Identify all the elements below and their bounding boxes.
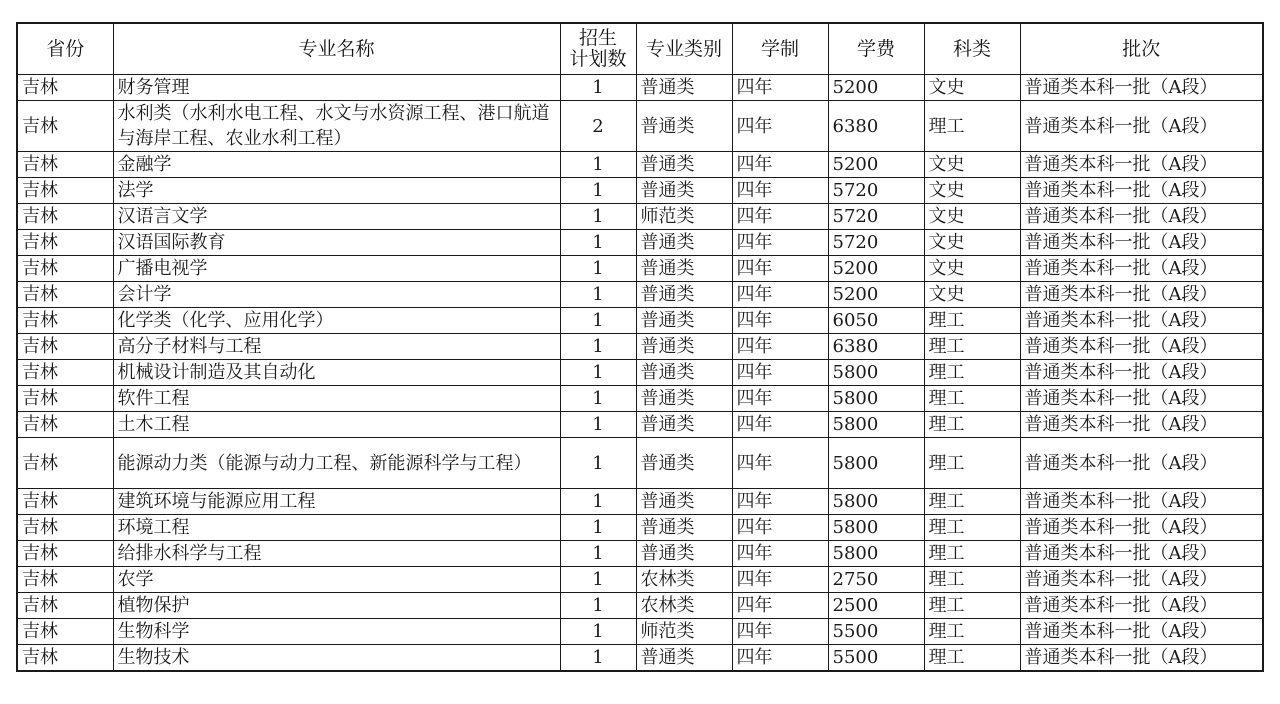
table-row bbox=[17, 515, 1263, 541]
cell-category: 农林类 bbox=[636, 567, 732, 593]
table-row bbox=[17, 152, 1263, 178]
cell-plan: 1 bbox=[560, 230, 636, 256]
table-row bbox=[17, 438, 1263, 489]
cell-batch: 普通类本科一批（A段） bbox=[1020, 541, 1263, 567]
table-row bbox=[17, 412, 1263, 438]
table-row bbox=[17, 489, 1263, 515]
cell-category: 普通类 bbox=[636, 438, 732, 489]
cell-batch: 普通类本科一批（A段） bbox=[1020, 619, 1263, 645]
cell-batch: 普通类本科一批（A段） bbox=[1020, 282, 1263, 308]
cell-subject: 文史 bbox=[924, 230, 1020, 256]
cell-batch: 普通类本科一批（A段） bbox=[1020, 152, 1263, 178]
cell-plan: 1 bbox=[560, 645, 636, 672]
header-row bbox=[17, 23, 1263, 75]
cell-fee: 5200 bbox=[828, 282, 924, 308]
cell-major: 软件工程 bbox=[113, 386, 560, 412]
header-plan-line1: 招生 bbox=[578, 27, 617, 49]
table-row bbox=[17, 101, 1263, 152]
cell-major: 生物技术 bbox=[113, 645, 560, 672]
cell-province: 吉林 bbox=[17, 438, 113, 489]
table-row bbox=[17, 334, 1263, 360]
cell-duration: 四年 bbox=[732, 75, 828, 101]
cell-province: 吉林 bbox=[17, 645, 113, 672]
cell-subject: 理工 bbox=[924, 515, 1020, 541]
cell-plan: 1 bbox=[560, 438, 636, 489]
cell-batch: 普通类本科一批（A段） bbox=[1020, 230, 1263, 256]
cell-fee: 5200 bbox=[828, 256, 924, 282]
cell-batch: 普通类本科一批（A段） bbox=[1020, 412, 1263, 438]
cell-subject: 理工 bbox=[924, 386, 1020, 412]
cell-batch: 普通类本科一批（A段） bbox=[1020, 360, 1263, 386]
cell-duration: 四年 bbox=[732, 360, 828, 386]
cell-plan: 1 bbox=[560, 178, 636, 204]
cell-major: 广播电视学 bbox=[113, 256, 560, 282]
cell-fee: 6380 bbox=[828, 334, 924, 360]
cell-major: 环境工程 bbox=[113, 515, 560, 541]
cell-batch: 普通类本科一批（A段） bbox=[1020, 204, 1263, 230]
cell-duration: 四年 bbox=[732, 567, 828, 593]
cell-category: 普通类 bbox=[636, 75, 732, 101]
cell-province: 吉林 bbox=[17, 308, 113, 334]
cell-subject: 文史 bbox=[924, 178, 1020, 204]
header-plan bbox=[560, 23, 636, 75]
table-row bbox=[17, 360, 1263, 386]
cell-plan: 2 bbox=[560, 101, 636, 152]
cell-major: 植物保护 bbox=[113, 593, 560, 619]
cell-plan: 1 bbox=[560, 541, 636, 567]
table-row bbox=[17, 230, 1263, 256]
cell-duration: 四年 bbox=[732, 282, 828, 308]
cell-batch: 普通类本科一批（A段） bbox=[1020, 515, 1263, 541]
cell-province: 吉林 bbox=[17, 412, 113, 438]
cell-province: 吉林 bbox=[17, 101, 113, 152]
table-row bbox=[17, 386, 1263, 412]
cell-major: 高分子材料与工程 bbox=[113, 334, 560, 360]
cell-duration: 四年 bbox=[732, 593, 828, 619]
cell-category: 普通类 bbox=[636, 515, 732, 541]
cell-province: 吉林 bbox=[17, 386, 113, 412]
cell-batch: 普通类本科一批（A段） bbox=[1020, 489, 1263, 515]
cell-subject: 理工 bbox=[924, 412, 1020, 438]
cell-duration: 四年 bbox=[732, 101, 828, 152]
cell-plan: 1 bbox=[560, 567, 636, 593]
cell-fee: 5800 bbox=[828, 438, 924, 489]
cell-batch: 普通类本科一批（A段） bbox=[1020, 567, 1263, 593]
cell-major: 机械设计制造及其自动化 bbox=[113, 360, 560, 386]
cell-fee: 5800 bbox=[828, 412, 924, 438]
cell-plan: 1 bbox=[560, 282, 636, 308]
cell-category: 普通类 bbox=[636, 152, 732, 178]
cell-category: 普通类 bbox=[636, 386, 732, 412]
cell-province: 吉林 bbox=[17, 541, 113, 567]
cell-subject: 理工 bbox=[924, 645, 1020, 672]
cell-duration: 四年 bbox=[732, 204, 828, 230]
cell-fee: 5720 bbox=[828, 230, 924, 256]
cell-major: 化学类（化学、应用化学） bbox=[113, 308, 560, 334]
cell-province: 吉林 bbox=[17, 489, 113, 515]
cell-duration: 四年 bbox=[732, 386, 828, 412]
cell-fee: 2750 bbox=[828, 567, 924, 593]
table-row bbox=[17, 645, 1263, 672]
cell-category: 师范类 bbox=[636, 619, 732, 645]
cell-duration: 四年 bbox=[732, 489, 828, 515]
cell-major: 汉语国际教育 bbox=[113, 230, 560, 256]
header-province: 省份 bbox=[17, 23, 113, 75]
cell-plan: 1 bbox=[560, 334, 636, 360]
cell-major: 能源动力类（能源与动力工程、新能源科学与工程） bbox=[113, 438, 560, 489]
cell-major: 汉语言文学 bbox=[113, 204, 560, 230]
cell-fee: 2500 bbox=[828, 593, 924, 619]
cell-plan: 1 bbox=[560, 593, 636, 619]
cell-fee: 5200 bbox=[828, 152, 924, 178]
cell-duration: 四年 bbox=[732, 256, 828, 282]
header-category: 专业类别 bbox=[636, 23, 732, 75]
cell-fee: 5720 bbox=[828, 178, 924, 204]
cell-plan: 1 bbox=[560, 204, 636, 230]
cell-province: 吉林 bbox=[17, 152, 113, 178]
admission-plan-table bbox=[16, 22, 1264, 672]
cell-province: 吉林 bbox=[17, 178, 113, 204]
cell-category: 普通类 bbox=[636, 541, 732, 567]
table-row bbox=[17, 567, 1263, 593]
cell-duration: 四年 bbox=[732, 178, 828, 204]
table-row bbox=[17, 178, 1263, 204]
cell-category: 普通类 bbox=[636, 489, 732, 515]
cell-fee: 5800 bbox=[828, 515, 924, 541]
cell-plan: 1 bbox=[560, 75, 636, 101]
cell-category: 师范类 bbox=[636, 204, 732, 230]
cell-major: 金融学 bbox=[113, 152, 560, 178]
cell-category: 普通类 bbox=[636, 230, 732, 256]
cell-subject: 理工 bbox=[924, 101, 1020, 152]
cell-duration: 四年 bbox=[732, 438, 828, 489]
cell-major: 财务管理 bbox=[113, 75, 560, 101]
cell-category: 普通类 bbox=[636, 360, 732, 386]
cell-duration: 四年 bbox=[732, 334, 828, 360]
cell-plan: 1 bbox=[560, 360, 636, 386]
table-row bbox=[17, 308, 1263, 334]
cell-plan: 1 bbox=[560, 619, 636, 645]
cell-duration: 四年 bbox=[732, 412, 828, 438]
cell-category: 普通类 bbox=[636, 334, 732, 360]
cell-plan: 1 bbox=[560, 152, 636, 178]
cell-category: 普通类 bbox=[636, 178, 732, 204]
cell-duration: 四年 bbox=[732, 619, 828, 645]
cell-major: 水利类（水利水电工程、水文与水资源工程、港口航道与海岸工程、农业水利工程） bbox=[113, 101, 560, 152]
cell-major: 法学 bbox=[113, 178, 560, 204]
cell-major: 土木工程 bbox=[113, 412, 560, 438]
cell-duration: 四年 bbox=[732, 308, 828, 334]
table-row bbox=[17, 282, 1263, 308]
cell-batch: 普通类本科一批（A段） bbox=[1020, 256, 1263, 282]
cell-fee: 5800 bbox=[828, 489, 924, 515]
cell-batch: 普通类本科一批（A段） bbox=[1020, 386, 1263, 412]
cell-subject: 文史 bbox=[924, 75, 1020, 101]
header-subject: 科类 bbox=[924, 23, 1020, 75]
table-row bbox=[17, 619, 1263, 645]
cell-subject: 文史 bbox=[924, 204, 1020, 230]
cell-plan: 1 bbox=[560, 489, 636, 515]
cell-province: 吉林 bbox=[17, 204, 113, 230]
table-row bbox=[17, 256, 1263, 282]
cell-plan: 1 bbox=[560, 386, 636, 412]
cell-batch: 普通类本科一批（A段） bbox=[1020, 308, 1263, 334]
cell-duration: 四年 bbox=[732, 645, 828, 672]
cell-subject: 理工 bbox=[924, 308, 1020, 334]
table-body bbox=[17, 75, 1263, 672]
cell-fee: 6380 bbox=[828, 101, 924, 152]
cell-major: 会计学 bbox=[113, 282, 560, 308]
cell-province: 吉林 bbox=[17, 619, 113, 645]
cell-batch: 普通类本科一批（A段） bbox=[1020, 101, 1263, 152]
cell-province: 吉林 bbox=[17, 515, 113, 541]
cell-province: 吉林 bbox=[17, 334, 113, 360]
cell-subject: 理工 bbox=[924, 334, 1020, 360]
cell-plan: 1 bbox=[560, 412, 636, 438]
cell-subject: 理工 bbox=[924, 593, 1020, 619]
cell-duration: 四年 bbox=[732, 515, 828, 541]
cell-subject: 理工 bbox=[924, 438, 1020, 489]
cell-subject: 文史 bbox=[924, 282, 1020, 308]
cell-subject: 理工 bbox=[924, 360, 1020, 386]
cell-plan: 1 bbox=[560, 308, 636, 334]
cell-subject: 文史 bbox=[924, 256, 1020, 282]
cell-batch: 普通类本科一批（A段） bbox=[1020, 645, 1263, 672]
cell-batch: 普通类本科一批（A段） bbox=[1020, 178, 1263, 204]
cell-province: 吉林 bbox=[17, 75, 113, 101]
cell-fee: 5200 bbox=[828, 75, 924, 101]
cell-category: 普通类 bbox=[636, 282, 732, 308]
cell-fee: 6050 bbox=[828, 308, 924, 334]
cell-duration: 四年 bbox=[732, 541, 828, 567]
cell-subject: 理工 bbox=[924, 489, 1020, 515]
cell-category: 农林类 bbox=[636, 593, 732, 619]
cell-subject: 理工 bbox=[924, 541, 1020, 567]
cell-major: 生物科学 bbox=[113, 619, 560, 645]
cell-fee: 5800 bbox=[828, 386, 924, 412]
cell-category: 普通类 bbox=[636, 101, 732, 152]
cell-batch: 普通类本科一批（A段） bbox=[1020, 438, 1263, 489]
cell-plan: 1 bbox=[560, 256, 636, 282]
table-row bbox=[17, 593, 1263, 619]
header-batch: 批次 bbox=[1020, 23, 1263, 75]
cell-province: 吉林 bbox=[17, 567, 113, 593]
cell-province: 吉林 bbox=[17, 230, 113, 256]
cell-major: 农学 bbox=[113, 567, 560, 593]
cell-fee: 5500 bbox=[828, 645, 924, 672]
cell-fee: 5800 bbox=[828, 541, 924, 567]
header-plan-line2: 计划数 bbox=[569, 48, 627, 70]
cell-fee: 5500 bbox=[828, 619, 924, 645]
cell-category: 普通类 bbox=[636, 256, 732, 282]
cell-province: 吉林 bbox=[17, 593, 113, 619]
header-duration: 学制 bbox=[732, 23, 828, 75]
cell-fee: 5720 bbox=[828, 204, 924, 230]
header-fee: 学费 bbox=[828, 23, 924, 75]
cell-subject: 文史 bbox=[924, 152, 1020, 178]
cell-subject: 理工 bbox=[924, 619, 1020, 645]
table-row bbox=[17, 541, 1263, 567]
cell-batch: 普通类本科一批（A段） bbox=[1020, 334, 1263, 360]
cell-category: 普通类 bbox=[636, 645, 732, 672]
cell-province: 吉林 bbox=[17, 360, 113, 386]
cell-province: 吉林 bbox=[17, 256, 113, 282]
cell-duration: 四年 bbox=[732, 230, 828, 256]
cell-category: 普通类 bbox=[636, 412, 732, 438]
cell-province: 吉林 bbox=[17, 282, 113, 308]
cell-fee: 5800 bbox=[828, 360, 924, 386]
table-row bbox=[17, 204, 1263, 230]
table-row bbox=[17, 75, 1263, 101]
cell-batch: 普通类本科一批（A段） bbox=[1020, 75, 1263, 101]
cell-duration: 四年 bbox=[732, 152, 828, 178]
cell-major: 给排水科学与工程 bbox=[113, 541, 560, 567]
cell-category: 普通类 bbox=[636, 308, 732, 334]
cell-plan: 1 bbox=[560, 515, 636, 541]
admission-plan-table-container bbox=[16, 22, 1262, 672]
header-major: 专业名称 bbox=[113, 23, 560, 75]
cell-subject: 理工 bbox=[924, 567, 1020, 593]
cell-batch: 普通类本科一批（A段） bbox=[1020, 593, 1263, 619]
cell-major: 建筑环境与能源应用工程 bbox=[113, 489, 560, 515]
